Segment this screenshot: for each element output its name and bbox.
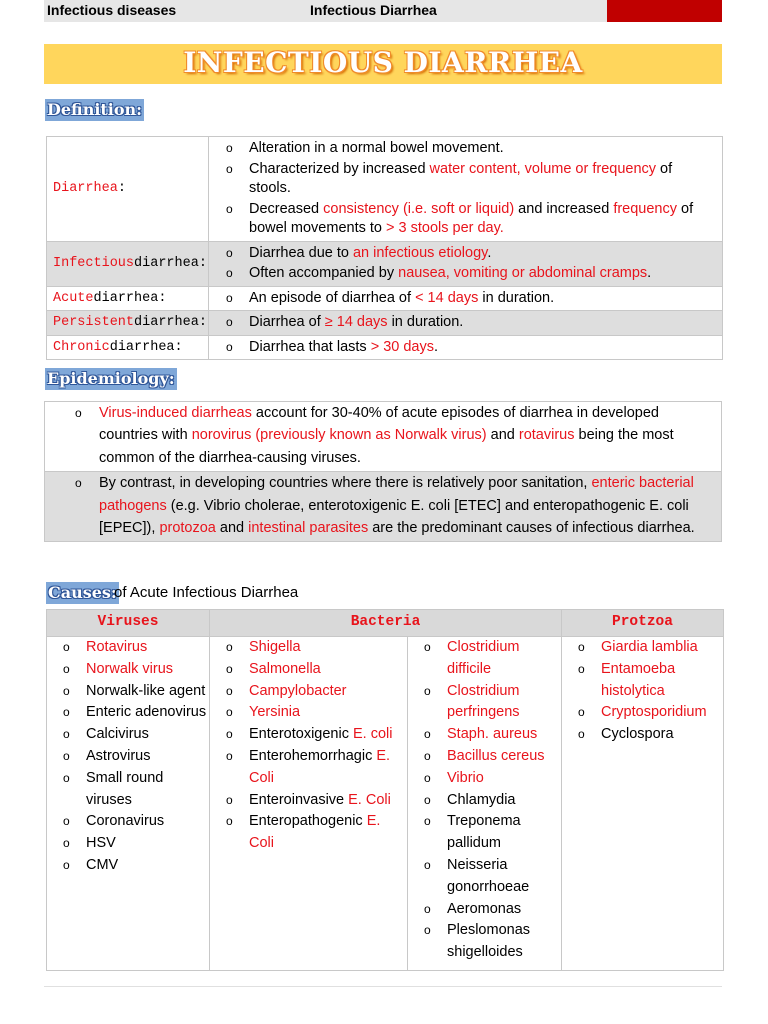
definition-row	[47, 286, 722, 311]
highlighted-text: Shigella	[249, 639, 301, 655]
text-segment: Enteroinvasive	[249, 791, 349, 808]
text-segment: Neisseria gonorrhoeae	[447, 856, 530, 895]
viruses-header: Viruses	[47, 610, 209, 637]
highlighted-text: Persistent	[53, 315, 135, 331]
highlighted-text: protozoa	[159, 520, 216, 537]
definition-row	[47, 310, 722, 335]
text-segment: account for 30-40% of acute episodes of diarrhea in developed countries with	[99, 405, 659, 444]
text-segment: in duration.	[387, 314, 464, 330]
highlighted-text: Vibrio	[447, 769, 484, 786]
highlighted-text: Infectious	[53, 256, 135, 271]
causes-subheading: of Acute Infectious Diarrhea	[114, 584, 299, 601]
text-segment: Aeromonas	[447, 900, 522, 917]
text-segment: and	[215, 520, 249, 537]
epidemiology-table	[44, 401, 722, 542]
highlighted-text: Bacillus cereus	[447, 747, 545, 764]
text-segment: :	[117, 181, 126, 197]
list-item	[209, 200, 718, 239]
text-segment: Treponema pallidum	[447, 813, 521, 852]
list-item	[209, 139, 718, 159]
highlighted-text: Acute	[53, 290, 94, 306]
text-segment: By contrast, in developing countries where there is relatively poor sanitation,	[99, 475, 592, 492]
list-item	[408, 768, 560, 790]
list-item	[408, 724, 560, 746]
definition-list	[209, 244, 718, 284]
list-item	[209, 289, 718, 309]
highlighted-text: enteric bacterial pathogens	[99, 475, 694, 514]
text-segment: Enterohemorrhagic	[249, 747, 377, 764]
text-segment: Enteropathogenic	[249, 813, 367, 830]
text-segment: CMV	[86, 856, 119, 873]
highlighted-text: Chronic	[53, 339, 110, 355]
list-item	[210, 790, 405, 812]
text-segment: diarrhea:	[134, 256, 207, 271]
definition-term	[47, 311, 209, 335]
highlighted-text: Entamoeba histolytica	[601, 660, 676, 699]
list-item	[210, 724, 405, 746]
text-segment: Decreased	[249, 200, 324, 217]
text-segment: Norwalk-like agent	[86, 682, 206, 699]
page-header	[44, 0, 722, 22]
list-item	[209, 264, 718, 284]
epidemiology-heading: Epidemiology:	[47, 369, 175, 388]
text-segment: An episode of diarrhea of	[249, 289, 416, 306]
text-segment: Calcivirus	[86, 726, 149, 743]
list-item	[45, 472, 713, 539]
list-item	[47, 768, 207, 812]
text-segment: HSV	[86, 835, 116, 852]
highlighted-text: Diarrhea	[53, 181, 118, 197]
list-item	[47, 855, 207, 877]
highlighted-text: norovirus (previously known as Norwalk virus)	[191, 427, 487, 444]
highlighted-text: Cryptosporidium	[601, 704, 707, 721]
header-topic: Infectious Diarrhea	[310, 2, 437, 18]
text-segment: are the predominant causes of infectious diarrhea.	[368, 520, 695, 537]
highlighted-text: Campylobacter	[249, 682, 347, 699]
highlighted-text: Clostridium perfringens	[447, 682, 520, 721]
text-segment: Enteric adenovirus	[86, 704, 207, 721]
definition-term	[47, 242, 209, 286]
text-segment: of bowel movements to	[249, 200, 694, 236]
definition-term	[47, 137, 209, 241]
highlighted-text: E. Coli	[348, 791, 391, 808]
text-segment: Characterized by increased	[249, 160, 430, 177]
list-item	[47, 746, 207, 768]
list-item	[562, 659, 722, 703]
list-item	[47, 724, 207, 746]
highlighted-text: an infectious etiology	[352, 244, 488, 261]
highlighted-text: rotavirus	[518, 427, 575, 444]
text-segment: in duration.	[478, 289, 555, 306]
highlighted-text: > 3 stools per day.	[386, 220, 504, 236]
definition-heading: Definition:	[47, 100, 143, 119]
bacteria-column-1	[210, 637, 405, 970]
list-item	[408, 855, 560, 899]
highlighted-text: nausea, vomiting or abdominal cramps	[398, 265, 648, 281]
text-segment: Coronavirus	[86, 813, 165, 830]
highlighted-text: ≥ 14 days	[324, 314, 388, 330]
highlighted-text: Giardia lamblia	[601, 639, 698, 655]
protozoa-column	[562, 637, 722, 970]
definition-list	[209, 338, 718, 358]
text-segment: Often accompanied by	[249, 265, 399, 281]
highlighted-text: water content, volume or frequency	[429, 160, 657, 177]
highlighted-text: intestinal parasites	[248, 520, 369, 537]
text-segment: .	[434, 338, 439, 355]
highlighted-text: Clostridium difficile	[447, 639, 520, 677]
list-item	[45, 402, 713, 469]
list-item	[408, 811, 560, 855]
definition-term	[47, 336, 209, 360]
footer-divider	[44, 986, 722, 987]
text-segment: diarrhea:	[134, 315, 207, 331]
list-item	[209, 244, 718, 264]
definition-term	[47, 287, 209, 311]
text-segment: Small round viruses	[86, 769, 164, 808]
definition-row	[47, 241, 722, 286]
bacteria-list-1	[210, 637, 405, 855]
list-item	[408, 899, 560, 921]
text-segment: Alteration in a normal bowel movement.	[249, 140, 504, 156]
list-item	[408, 746, 560, 768]
causes-heading: Causes:	[48, 583, 117, 602]
text-segment: (e.g. Vibrio cholerae, enterotoxigenic E. coli [ETEC] and enteropathogenic E. coli [EPEC]),	[99, 497, 689, 537]
text-segment: Diarrhea due to	[249, 244, 353, 261]
definition-row	[47, 137, 722, 241]
definition-list	[209, 139, 718, 239]
epidemiology-row	[45, 471, 721, 541]
list-item	[209, 160, 718, 199]
definition-list	[209, 289, 718, 309]
list-item	[209, 313, 718, 333]
list-item	[562, 637, 722, 659]
text-segment: Astrovirus	[86, 747, 151, 764]
highlighted-text: Salmonella	[249, 660, 321, 677]
viruses-column	[47, 637, 207, 970]
highlighted-text: Staph. aureus	[447, 726, 538, 743]
text-segment: .	[647, 265, 652, 281]
text-segment: .	[487, 244, 492, 261]
causes-table	[46, 609, 724, 971]
protozoa-header: Protzoa	[562, 610, 723, 637]
list-item	[47, 637, 207, 659]
text-segment: Diarrhea that lasts	[249, 338, 371, 355]
list-item	[562, 702, 722, 724]
header-accent-block	[607, 0, 722, 22]
list-item	[562, 724, 722, 746]
list-item	[408, 790, 560, 812]
highlighted-text: Rotavirus	[86, 639, 148, 655]
highlighted-text: < 14 days	[415, 289, 479, 306]
list-item	[210, 702, 405, 724]
list-item	[47, 702, 207, 724]
text-segment: and increased	[514, 200, 614, 217]
highlighted-text: Virus-induced diarrheas	[99, 405, 252, 421]
header-subject: Infectious diseases	[47, 2, 177, 18]
highlighted-text: consistency (i.e. soft or liquid)	[323, 200, 515, 217]
text-segment: Chlamydia	[447, 791, 516, 808]
text-segment: Diarrhea of	[249, 314, 325, 330]
bacteria-header: Bacteria	[210, 610, 561, 637]
text-segment: Cyclospora	[601, 726, 674, 743]
text-segment: Pleslomonas shigelloides	[447, 922, 531, 961]
text-segment: diarrhea:	[109, 339, 183, 355]
epidemiology-row	[45, 402, 721, 471]
definition-row	[47, 335, 722, 360]
text-segment: Enterotoxigenic	[249, 726, 353, 743]
list-item	[408, 920, 560, 964]
highlighted-text: E. Coli	[249, 813, 381, 852]
list-item	[210, 681, 405, 703]
viruses-list	[47, 637, 207, 877]
list-item	[47, 681, 207, 703]
list-item	[210, 746, 405, 790]
list-item	[210, 659, 405, 681]
text-segment: of stools.	[249, 160, 673, 196]
highlighted-text: > 30 days	[370, 338, 434, 355]
highlighted-text: Yersinia	[249, 704, 301, 721]
protozoa-list	[562, 637, 722, 746]
list-item	[47, 833, 207, 855]
list-item	[47, 811, 207, 833]
list-item	[47, 659, 207, 681]
text-segment: diarrhea:	[93, 290, 167, 306]
title-banner	[44, 44, 722, 84]
list-item	[210, 637, 405, 659]
text-segment: and	[486, 427, 519, 444]
list-item	[408, 637, 560, 681]
page-title: INFECTIOUS DIARRHEA	[183, 46, 583, 79]
definition-list	[209, 313, 718, 333]
bacteria-list-2	[408, 637, 560, 964]
highlighted-text: Norwalk virus	[86, 660, 174, 677]
bacteria-column-2	[408, 637, 560, 970]
definition-table	[46, 136, 723, 360]
list-item	[408, 681, 560, 725]
text-segment: being the most common of the diarrhea-causing viruses.	[99, 427, 674, 466]
highlighted-text: E. coli	[352, 726, 393, 743]
list-item	[210, 811, 405, 855]
highlighted-text: frequency	[613, 200, 677, 217]
list-item	[209, 338, 718, 358]
highlighted-text: E. Coli	[249, 747, 391, 786]
